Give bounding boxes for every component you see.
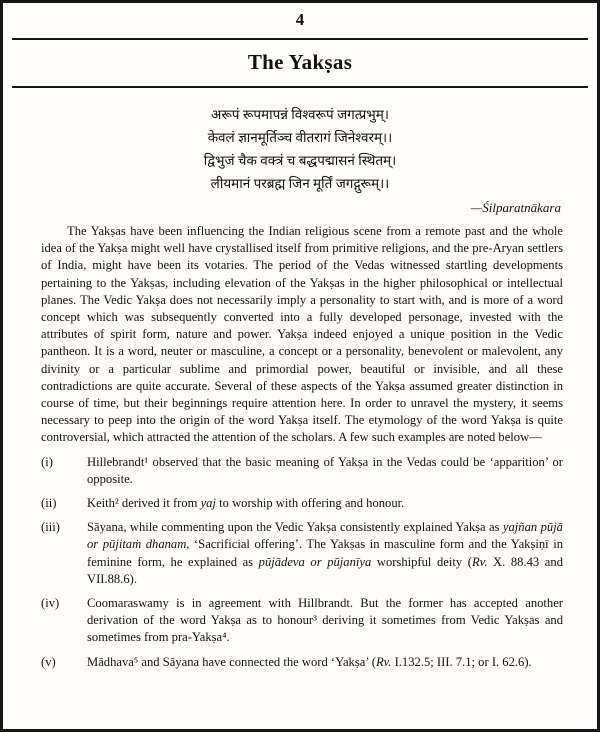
list-item — [41, 654, 563, 671]
list-item — [41, 495, 563, 512]
divider-above-title — [12, 38, 588, 40]
list-item — [41, 595, 563, 647]
list-item-text: Coomaraswamy is in agreement with Hillbrandt. But the former has accepted another derivation of the word Yakṣa as to honour³ deriving it sometimes from Vedic Yakṣas and sometimes from pra-Yakṣa⁴. — [87, 596, 563, 645]
body-paragraph: The Yakṣas have been influencing the Indian religious scene from a remote past and the whole idea of the Yakṣa might well have crystallised itself from primitive religions, and the pre-Aryan settlers of India, might have been its votaries. The period of the Vedas witnessed startling developments pertaining to the Yakṣas, including elevation of the Yakṣas in the higher philosophical or intellectual planes. The Vedic Yakṣa does not necessarily imply a personality to start with, and is more of a word concept which was subsequently converted into a fully developed personage, invested with the attributes of spirit form, nature and power. Yakṣa indeed enjoyed a unique position in the Vedic pantheon. It is a word, neuter or masculine, a concept or a personality, benevolent or malevolent, any divinity or a particular sublime and primordial power, beautiful or invisible, and all these contradictions are quite accurate. Several of these aspects of the Yakṣa assumed greater distinction in course of time, but their beginnings require attention here. In order to unravel the mystery, it seems necessary to peep into the origin of the word Yakṣa itself. The etymology of the word Yakṣa is quite controversial, which attracted the attention of the scholars. A few such examples are noted below— — [41, 224, 563, 445]
list-item-text: Mādhava⁵ and Sāyana have connected the word ‘Yakṣa’ (Rv. I.132.5; III. 7.1; or I. 62.6). — [87, 654, 532, 669]
list-item-marker: (ii) — [41, 496, 57, 511]
verse-line: अरूपं रूपमापन्नं विश्वरूपं जगत्प्रभुम्। — [211, 107, 389, 122]
sanskrit-verse — [3, 103, 597, 195]
etymology-list — [41, 454, 563, 671]
list-item-text: Keith² derived it from yaj to worship with offering and honour. — [87, 496, 405, 511]
verse-line: द्विभुजं चैक वक्त्रं च बद्धपद्मासनं स्थितम्। — [203, 153, 397, 168]
verse-line: लीयमानं परब्रह्म जिन मूर्तिं जगद्गुरूम्।। — [210, 176, 390, 191]
list-item — [41, 519, 563, 588]
verse-line: केवलं ज्ञानमूर्तिञ्च वीतरागं जिनेश्वरम्।। — [207, 130, 393, 145]
list-item-marker: (iii) — [41, 520, 60, 535]
list-item-marker: (iv) — [41, 596, 60, 611]
chapter-number: 4 — [295, 10, 305, 29]
list-item — [41, 454, 563, 488]
verse-attribution: —Śilparatnākara — [470, 200, 561, 215]
divider-below-title — [12, 86, 588, 88]
page-title: The Yakṣas — [247, 50, 353, 74]
list-item-text: Sāyana, while commenting upon the Vedic Yakṣa consistently explained Yakṣa as yajñan pūjā or pūjitaṁ dhanam, ‘Sacrificial offering’. The Yakṣas in masculine form and the Yakṣiṇī in feminine form, he explained as pūjādeva or pūjanīya worshipful deity (Rv. X. 88.43 and VII.88.6). — [87, 520, 563, 586]
list-item-marker: (i) — [41, 454, 53, 469]
list-item-text: Hillebrandt¹ observed that the basic meaning of Yakṣa in the Vedas could be ‘apparition’ or opposite. — [87, 454, 563, 486]
list-item-marker: (v) — [41, 654, 56, 669]
